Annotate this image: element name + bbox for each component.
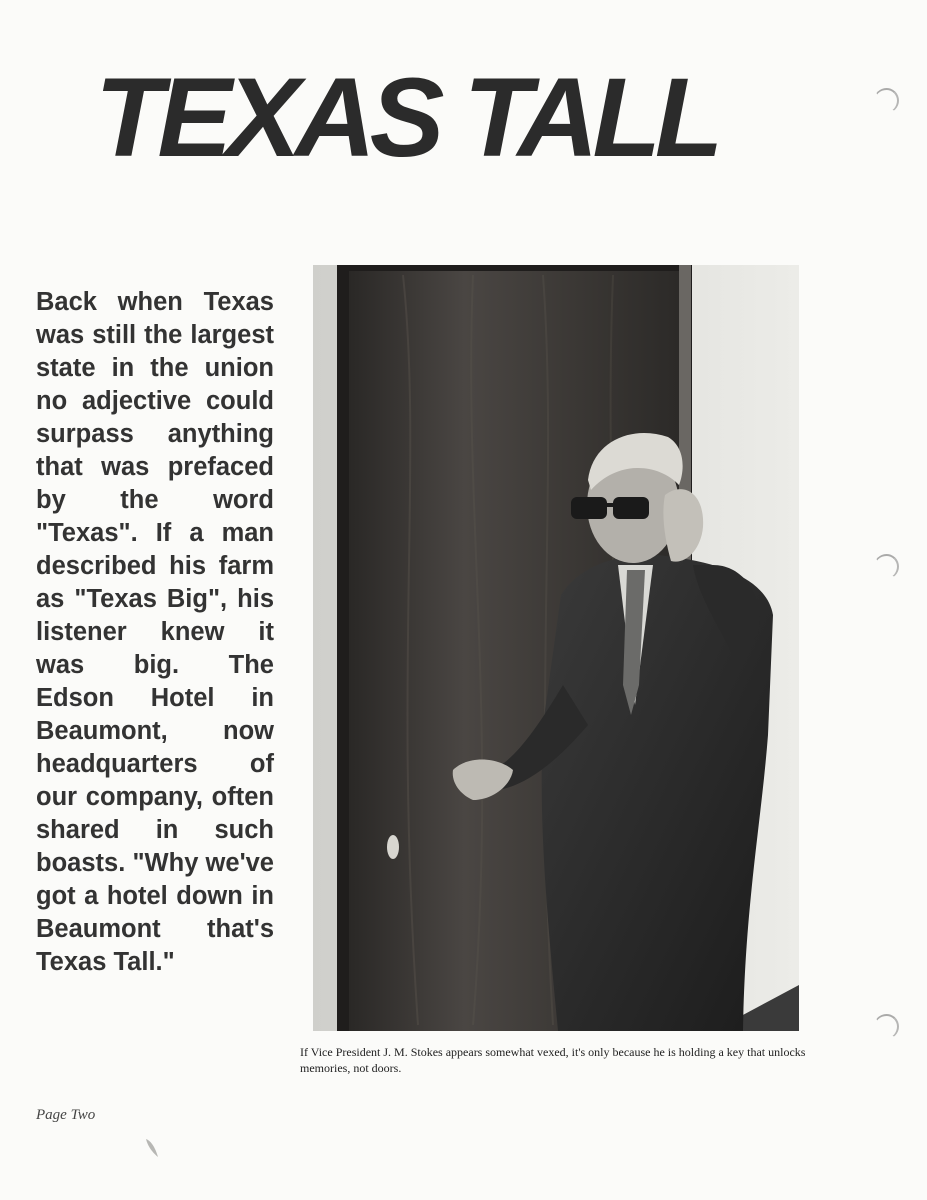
page-number: Page Two xyxy=(36,1107,96,1123)
photo-caption: If Vice President J. M. Stokes appears somewhat vexed, it's only because he is holding a key that unlocks memories, not doors. xyxy=(300,1045,806,1075)
binder-hole-middle xyxy=(874,554,899,579)
photo-illustration xyxy=(313,265,799,1031)
article-lede: Back when Texas was still the largest state in the union no adjective could surpass anything that was prefaced by the word "Texas". If a man described his farm as "Texas Big", his listener knew it was big. The Edson Hotel in Beaumont, now headquarters of our company, often shared in such boasts. "Why we've got a hotel down in Beaumont that's Texas Tall." xyxy=(36,288,274,976)
paper-smudge xyxy=(143,1137,161,1159)
photo-stokes-at-door xyxy=(313,265,799,1031)
page-title: TEXAS TALL xyxy=(95,55,718,180)
binder-hole-top xyxy=(874,88,899,113)
binder-hole-bottom xyxy=(874,1014,899,1039)
